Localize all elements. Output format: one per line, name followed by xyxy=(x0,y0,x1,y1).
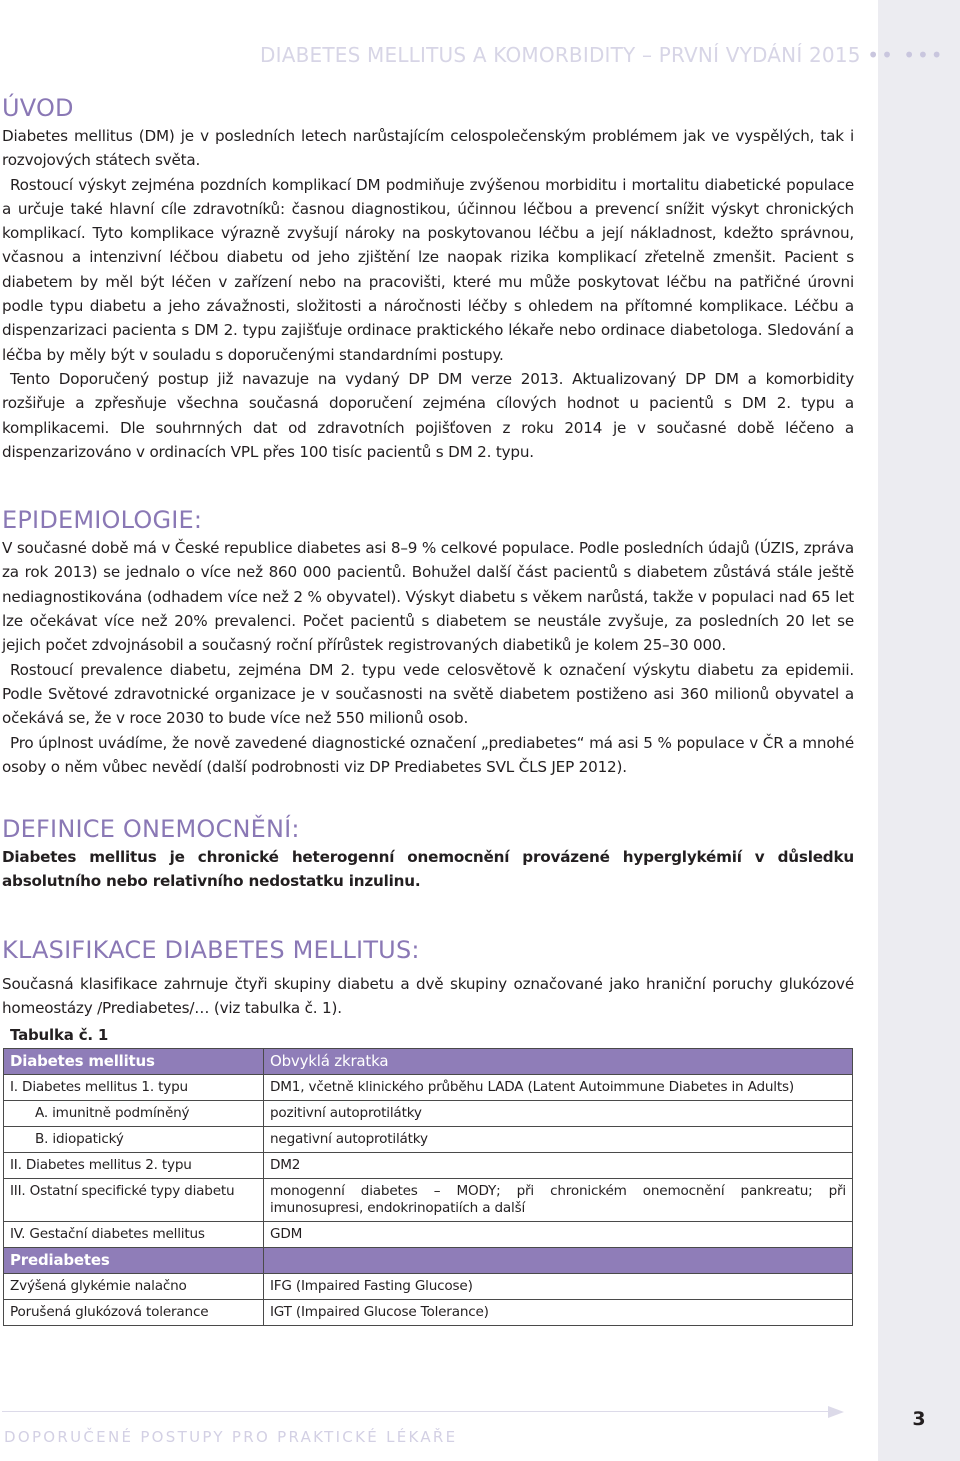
table-cell: DM2 xyxy=(264,1153,853,1179)
table-cell: DM1, včetně klinického průběhu LADA (Latent Autoimmune Diabetes in Adults) xyxy=(264,1075,853,1101)
epidemiologie-paragraph-2: Rostoucí prevalence diabetu, zejména DM 2. typu vede celosvětově k označení výskytu diabetu za epidemii. Podle Světové zdravotnické organizace je v současnosti na světě diabetem postiženo asi 360 milionů obyvatel a očekává se, že v roce 2030 to bude více než 550 milionů osob. xyxy=(2,660,854,728)
table-row xyxy=(4,1101,853,1127)
table-row xyxy=(4,1179,853,1222)
table-row xyxy=(4,1153,853,1179)
epidemiologie-paragraph-1: V současné době má v České republice diabetes asi 8–9 % celkové populace. Podle posledních údajů (ÚZIS, zpráva za rok 2013) se jednalo o více než 860 000 pacientů. Bohužel další část pacientů s diabetem zůstává stále ještě nediagnostikována (odhadem více než 2 % obyvatel). Výskyt diabetu s věkem narůstá, takže v populaci nad 65 let lze očekávat více než 20% prevalenci. Počet pacientů s diabetem se neustále zvyšuje, za posledních 20 let se jejich počet zdvojnásobil a současný roční přírůstek registrovaných diabetiků je kolem 25–30 000. xyxy=(2,539,854,655)
table-cell: III. Ostatní specifické typy diabetu xyxy=(4,1179,264,1222)
table-row xyxy=(4,1300,853,1326)
heading-uvod: ÚVOD xyxy=(2,94,74,122)
table-cell: negativní autoprotilátky xyxy=(264,1127,853,1153)
uvod-paragraph-3: Tento Doporučený postup již navazuje na vydaný DP DM verze 2013. Aktualizovaný DP DM a komorbidity rozšiřuje a zpřesňuje všechna současná doporučení zejména cílových hodnot u pacientů s DM 2. typu a komplikacemi. Dle souhrnných dat od zdravotních pojišťoven z roku 2014 je v současné době léčeno a dispenzarizováno v ordinacích VPL přes 100 tisíc pacientů s DM 2. typu. xyxy=(2,369,854,461)
table-cell: I. Diabetes mellitus 1. typu xyxy=(4,1075,264,1101)
footer-title: DOPORUČENÉ POSTUPY PRO PRAKTICKÉ LÉKAŘE xyxy=(4,1428,458,1446)
table-cell: GDM xyxy=(264,1222,853,1248)
table-header-row xyxy=(4,1049,853,1075)
side-margin-strip xyxy=(878,0,960,1461)
table-cell: pozitivní autoprotilátky xyxy=(264,1101,853,1127)
heading-klasifikace: KLASIFIKACE DIABETES MELLITUS: xyxy=(2,935,420,964)
definice-text: Diabetes mellitus je chronické heterogenní onemocnění provázené hyperglykémií v důsledku absolutního nebo relativního nedostatku inzulinu. xyxy=(2,848,854,891)
epidemiologie-paragraph-3: Pro úplnost uvádíme, že nově zavedené diagnostické označení „prediabetes“ má asi 5 % populace v ČR a mnohé osoby o něm vůbec nevědí (další podrobnosti viz DP Prediabetes SVL ČLS JEP 2012). xyxy=(2,733,854,776)
page-content xyxy=(2,92,854,1326)
table-cell: IV. Gestační diabetes mellitus xyxy=(4,1222,264,1248)
footer-rule xyxy=(2,1411,838,1412)
table-row xyxy=(4,1127,853,1153)
page-number: 3 xyxy=(912,1408,926,1430)
running-header-title: DIABETES MELLITUS A KOMORBIDITY – PRVNÍ VYDÁNÍ 2015 xyxy=(260,43,861,67)
heading-epidemiologie: EPIDEMIOLOGIE: xyxy=(2,506,203,535)
table-cell: IFG (Impaired Fasting Glucose) xyxy=(264,1274,853,1300)
table-cell: monogenní diabetes – MODY; při chronickém onemocnění pankreatu; při imunosupresi, endokrinopatiích a další xyxy=(264,1179,853,1222)
table-header-cell: Diabetes mellitus xyxy=(4,1049,264,1075)
table-header-cell: Obvyklá zkratka xyxy=(264,1049,853,1075)
footer-arrow-icon xyxy=(828,1406,844,1418)
table-row xyxy=(4,1075,853,1101)
table-row xyxy=(4,1222,853,1248)
decorative-dots: •• ••• xyxy=(867,43,945,67)
uvod-paragraph-2: Rostoucí výskyt zejména pozdních komplikací DM podmiňuje zvýšenou morbiditu i mortalitu diabetické populace a určuje také hlavní cíle zdravotníků: časnou diagnostikou, účinnou léčbou a prevencí snížit výskyt chronických komplikací. Tyto komplikace výrazně zvyšují nároky na poskytovanou léčbu a její nákladnost, kdežto správnou, včasnou a intenzivní léčbou diabetu od jeho zjištění lze naopak rizika komplikací zřetelně zmenšit. Pacient s diabetem by měl být léčen v zařízení nebo na pracovišti, které mu může poskytovat léčbu na patřičné úrovni podle typu diabetu a jeho závažnosti, složitosti a náročnosti léčby s ohledem na přítomné komplikace. Léčbu a dispenzarizaci pacienta s DM 2. typu zajišťuje ordinace praktického lékaře nebo ordinace diabetologa. Sledování a léčba by měly být v souladu s doporučenými standardními postupy. xyxy=(2,175,854,364)
table-cell: B. idiopatický xyxy=(4,1127,264,1153)
table-caption: Tabulka č. 1 xyxy=(10,1026,109,1045)
table-row xyxy=(4,1274,853,1300)
table-cell: IGT (Impaired Glucose Tolerance) xyxy=(264,1300,853,1326)
table-cell: Zvýšená glykémie nalačno xyxy=(4,1274,264,1300)
table-cell: Porušená glukózová tolerance xyxy=(4,1300,264,1326)
uvod-paragraph-1: Diabetes mellitus (DM) je v posledních letech narůstajícím celospolečenským problémem jak ve vyspělých, tak i rozvojových státech světa. xyxy=(2,127,854,170)
running-header xyxy=(260,43,960,67)
table-cell: II. Diabetes mellitus 2. typu xyxy=(4,1153,264,1179)
table-subheader-cell xyxy=(264,1248,853,1274)
heading-definice: DEFINICE ONEMOCNĚNÍ: xyxy=(2,815,300,844)
table-subheader-cell: Prediabetes xyxy=(4,1248,264,1274)
table-subheader-row xyxy=(4,1248,853,1274)
klasifikace-intro: Současná klasifikace zahrnuje čtyři skupiny diabetu a dvě skupiny označované jako hraniční poruchy glukózové homeostázy /Prediabetes/… (viz tabulka č. 1). xyxy=(2,974,854,1018)
table-cell: A. imunitně podmíněný xyxy=(4,1101,264,1127)
classification-table xyxy=(3,1048,853,1326)
